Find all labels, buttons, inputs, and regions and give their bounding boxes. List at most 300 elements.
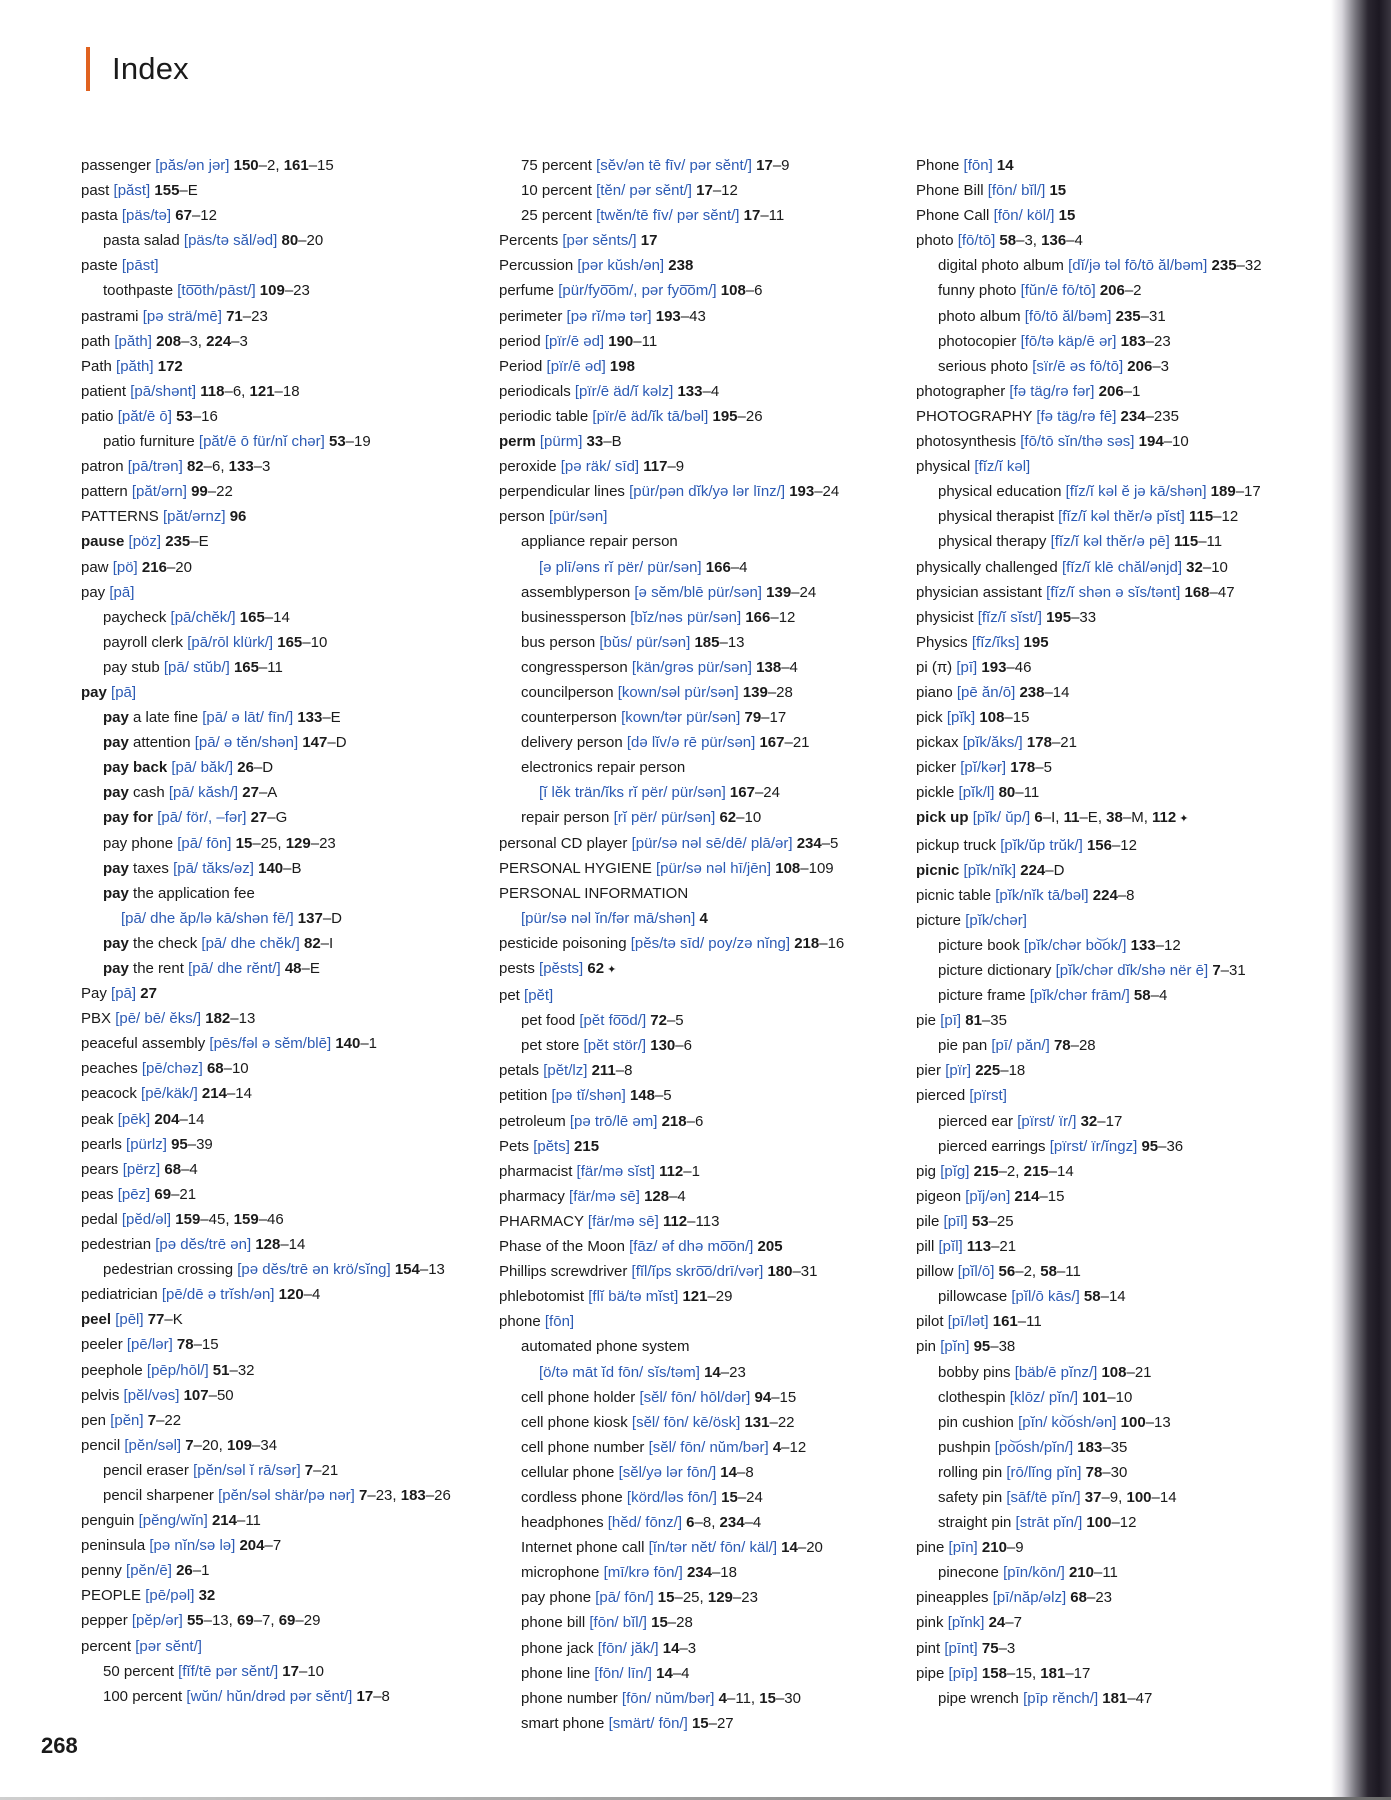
entry-page-refs: 108–6 bbox=[720, 282, 763, 300]
entry-page-refs: 198 bbox=[609, 357, 635, 375]
entry-page-refs: 218–6 bbox=[661, 1112, 704, 1130]
index-entry bbox=[916, 780, 1336, 805]
entry-term: smart phone bbox=[521, 1714, 605, 1732]
index-entry bbox=[499, 1109, 899, 1134]
entry-page-refs: 193–43 bbox=[655, 307, 706, 325]
entry-term: pint bbox=[916, 1639, 941, 1657]
entry-page-refs: 167–21 bbox=[759, 734, 810, 752]
index-entry bbox=[916, 1435, 1336, 1460]
entry-pronunciation: [përz] bbox=[122, 1160, 161, 1178]
entry-term: pesticide poisoning bbox=[499, 934, 627, 952]
entry-term: physical education bbox=[938, 483, 1062, 501]
entry-pronunciation: [pā/ băk/] bbox=[171, 759, 234, 777]
entry-term: electronics repair person bbox=[521, 759, 686, 777]
entry-pronunciation: [päs/tə] bbox=[121, 207, 172, 225]
entry-page-refs: 210–11 bbox=[1068, 1564, 1118, 1582]
entry-term: businessperson bbox=[521, 608, 627, 626]
entry-page-refs: 78–15 bbox=[176, 1336, 219, 1354]
entry-pronunciation: [pər sĕnt/] bbox=[135, 1637, 202, 1655]
entry-pronunciation: [pöz] bbox=[128, 533, 162, 551]
entry-page-refs: 181–47 bbox=[1102, 1689, 1153, 1707]
index-entry bbox=[81, 1383, 481, 1408]
entry-page-refs: 95–38 bbox=[973, 1338, 1016, 1356]
entry-pronunciation: [fär/mə sĭst] bbox=[576, 1162, 655, 1180]
entry-page-refs: 150–2, 161–15 bbox=[233, 157, 334, 174]
entry-page-refs: 14–4 bbox=[656, 1664, 690, 1682]
index-entry bbox=[916, 1109, 1336, 1134]
index-entry bbox=[81, 354, 481, 379]
entry-term: physicist bbox=[916, 608, 974, 626]
index-entry bbox=[916, 1033, 1336, 1058]
entry-pronunciation: [fĭz/ĭ kəl ĕ jə kā/shən] bbox=[1065, 483, 1207, 501]
index-entry bbox=[499, 755, 899, 780]
entry-term: penguin bbox=[81, 1512, 135, 1530]
entry-pronunciation: [pā/ ə lāt/ fīn/] bbox=[202, 709, 294, 727]
entry-pronunciation: [pā] bbox=[111, 985, 137, 1003]
index-entry bbox=[499, 730, 899, 755]
entry-term: PHARMACY bbox=[499, 1212, 584, 1230]
entry-pronunciation: [to͞oth/pāst/] bbox=[177, 282, 256, 300]
entry-page-refs: 100–13 bbox=[1120, 1413, 1171, 1431]
entry-term: pier bbox=[916, 1062, 942, 1080]
entry-page-refs: 214–11 bbox=[211, 1512, 261, 1530]
entry-term: councilperson bbox=[521, 683, 614, 701]
entry-page-refs: 182–13 bbox=[205, 1010, 256, 1028]
entry-term: PEOPLE bbox=[81, 1587, 142, 1605]
index-entry bbox=[916, 1184, 1336, 1209]
entry-page-refs: 206–2 bbox=[1099, 282, 1142, 300]
entry-term: pasta salad bbox=[103, 232, 180, 250]
entry-pronunciation: [pür/sə nəl ĭn/fər mā/shən] bbox=[521, 909, 696, 927]
entry-term: Path bbox=[81, 357, 112, 375]
index-entry bbox=[499, 856, 899, 881]
entry-term: pinecone bbox=[938, 1564, 999, 1582]
entry-page-refs: 224–D bbox=[1020, 861, 1065, 879]
entry-term: congressperson bbox=[521, 658, 628, 676]
index-entry bbox=[499, 1560, 899, 1585]
entry-pronunciation: [pə trō/lē əm] bbox=[569, 1112, 658, 1130]
index-entry bbox=[499, 1610, 899, 1635]
index-entry bbox=[81, 1433, 481, 1458]
index-entry bbox=[499, 304, 899, 329]
index-entry bbox=[916, 454, 1336, 479]
index-entry bbox=[81, 1056, 481, 1081]
index-entry bbox=[81, 1107, 481, 1132]
index-entry bbox=[81, 1157, 481, 1182]
entry-term: Period bbox=[499, 357, 543, 375]
entry-term: peacock bbox=[81, 1085, 137, 1103]
entry-page-refs: 211–8 bbox=[591, 1062, 633, 1080]
entry-page-refs: 178–21 bbox=[1026, 734, 1077, 752]
entry-page-refs: 77–K bbox=[147, 1311, 183, 1329]
entry-pronunciation: [pïr/ē əd] bbox=[546, 357, 606, 375]
index-entry bbox=[916, 1560, 1336, 1585]
entry-pronunciation: [pĕn/səl] bbox=[124, 1436, 182, 1454]
index-entry bbox=[499, 580, 899, 605]
entry-page-refs: 139–28 bbox=[742, 683, 793, 701]
index-entry bbox=[81, 454, 481, 479]
entry-term: pause bbox=[81, 533, 125, 551]
entry-pronunciation: [pāst] bbox=[121, 257, 159, 275]
entry-term: paycheck bbox=[103, 608, 167, 626]
entry-pronunciation: [pēl] bbox=[115, 1311, 144, 1329]
entry-pronunciation: [fōn] bbox=[544, 1313, 575, 1331]
entry-page-refs: 26–1 bbox=[176, 1562, 210, 1580]
entry-page-refs: 194–10 bbox=[1138, 433, 1189, 451]
index-entry bbox=[499, 504, 899, 529]
entry-pronunciation: [hĕd/ fōnz/] bbox=[607, 1514, 682, 1532]
entry-pronunciation: [sĕl/ fōn/ kē/ösk] bbox=[631, 1413, 741, 1431]
entry-pronunciation: [kown/tər pür/sən] bbox=[621, 709, 741, 727]
entry-term: pie bbox=[916, 1012, 937, 1030]
index-entry bbox=[81, 1332, 481, 1357]
entry-page-refs: 15–28 bbox=[651, 1614, 693, 1632]
entry-page-refs: 131–22 bbox=[744, 1413, 795, 1431]
entry-term: pickle bbox=[916, 784, 955, 802]
index-entry bbox=[916, 1686, 1336, 1711]
index-entry bbox=[499, 1385, 899, 1410]
entry-pronunciation: [păst] bbox=[113, 182, 151, 200]
entry-pronunciation: [pïrst/ ïr/] bbox=[1017, 1112, 1077, 1130]
entry-term: petals bbox=[499, 1062, 540, 1080]
entry-term: funny photo bbox=[938, 282, 1017, 300]
entry-pronunciation: [pĭg] bbox=[940, 1162, 970, 1180]
entry-page-refs: 78–30 bbox=[1085, 1463, 1128, 1481]
entry-term: pedestrian bbox=[81, 1236, 152, 1254]
entry-pronunciation: [pĭk/chər frām/] bbox=[1029, 987, 1130, 1005]
index-column-middle bbox=[499, 153, 899, 1736]
entry-page-refs: 117–9 bbox=[643, 458, 685, 476]
entry-term: pet food bbox=[521, 1012, 576, 1030]
entry-term: pelvis bbox=[81, 1386, 120, 1404]
index-entry bbox=[81, 1006, 481, 1031]
entry-term: photo album bbox=[938, 307, 1021, 325]
entry-pronunciation: [pē/ bē/ ĕks/] bbox=[115, 1010, 202, 1028]
entry-page-refs: 165–11 bbox=[233, 658, 283, 676]
entry-page-refs: 17–8 bbox=[356, 1687, 390, 1705]
entry-term: pill bbox=[916, 1238, 935, 1256]
entry-term: patio bbox=[81, 407, 114, 425]
index-entry bbox=[499, 956, 899, 983]
entry-term: a late fine bbox=[128, 709, 199, 727]
entry-pronunciation: [fə täg/rə fē] bbox=[1036, 407, 1117, 425]
entry-term: safety pin bbox=[938, 1488, 1003, 1506]
entry-page-refs: 100–12 bbox=[1086, 1514, 1137, 1532]
index-entry bbox=[916, 655, 1336, 680]
index-entry bbox=[499, 655, 899, 680]
index-entry bbox=[916, 1234, 1336, 1259]
entry-pronunciation: [pə dĕs/trē ən] bbox=[155, 1236, 252, 1254]
entry-pronunciation: [pā/ dhe chĕk/] bbox=[201, 934, 300, 952]
entry-page-refs: 58–3, 136–4 bbox=[999, 232, 1083, 250]
entry-term: pears bbox=[81, 1160, 119, 1178]
entry-pronunciation: [pā/chĕk/] bbox=[170, 608, 236, 626]
entry-term: phlebotomist bbox=[499, 1288, 585, 1306]
index-entry bbox=[81, 278, 481, 303]
index-entry bbox=[81, 504, 481, 529]
entry-page-refs: 206–3 bbox=[1127, 357, 1169, 375]
index-entry bbox=[916, 1510, 1336, 1535]
entry-term: perimeter bbox=[499, 307, 563, 325]
entry-page-refs: 94–15 bbox=[754, 1388, 797, 1406]
entry-term: microphone bbox=[521, 1564, 600, 1582]
entry-term: straight pin bbox=[938, 1514, 1012, 1532]
entry-page-refs: 17–10 bbox=[282, 1662, 325, 1680]
entry-page-refs: 62–10 bbox=[719, 809, 762, 827]
entry-page-refs: 185–13 bbox=[694, 633, 745, 651]
entry-term: pen bbox=[81, 1411, 107, 1429]
entry-term: 50 percent bbox=[103, 1662, 174, 1680]
entry-pronunciation: [po͝osh/pĭn/] bbox=[994, 1438, 1074, 1456]
index-entry bbox=[916, 883, 1336, 908]
entry-term: pepper bbox=[81, 1612, 128, 1630]
index-entry bbox=[499, 1535, 899, 1560]
entry-pronunciation: [pēz] bbox=[117, 1185, 151, 1203]
index-entry bbox=[81, 981, 481, 1006]
entry-pronunciation: [pĭk/chər dĭk/shə nër ē] bbox=[1055, 962, 1209, 979]
index-entry bbox=[916, 1460, 1336, 1485]
entry-pronunciation: [pə nĭn/sə lə] bbox=[149, 1537, 236, 1555]
index-entry bbox=[916, 253, 1336, 278]
entry-pronunciation: [pər kŭsh/ən] bbox=[577, 257, 665, 275]
entry-page-refs: 6–8, 234–4 bbox=[686, 1514, 762, 1532]
entry-term: repair person bbox=[521, 809, 610, 827]
entry-term: pencil bbox=[81, 1436, 121, 1454]
entry-page-refs: 95–39 bbox=[171, 1135, 213, 1153]
entry-pronunciation: [ö/tə māt ĭd fōn/ sĭs/təm] bbox=[539, 1363, 700, 1381]
entry-pronunciation: [fĭz/ĭ klē chăl/ənjd] bbox=[1061, 558, 1182, 576]
index-entry bbox=[499, 1284, 899, 1309]
index-entry bbox=[499, 805, 899, 830]
index-entry bbox=[81, 856, 481, 881]
entry-page-refs: 208–3, 224–3 bbox=[156, 332, 248, 350]
index-entry bbox=[916, 504, 1336, 529]
entry-page-refs: 215 bbox=[574, 1137, 600, 1155]
entry-term: penny bbox=[81, 1562, 122, 1580]
entry-term: peaches bbox=[81, 1060, 138, 1078]
entry-term-bold: pay bbox=[103, 859, 129, 877]
entry-page-refs: 32–17 bbox=[1080, 1112, 1123, 1130]
entry-term: picture book bbox=[938, 936, 1020, 954]
entry-pronunciation: [pī] bbox=[940, 1012, 962, 1030]
entry-term: 10 percent bbox=[521, 182, 592, 200]
entry-term: period bbox=[499, 332, 541, 350]
entry-pronunciation: [păs/ən jər] bbox=[155, 157, 230, 174]
index-entry bbox=[499, 1184, 899, 1209]
entry-pronunciation: [pĭk] bbox=[946, 709, 976, 727]
entry-pronunciation: [sĕl/ fōn/ hōl/dər] bbox=[639, 1388, 751, 1406]
entry-pronunciation: [pĭn/ ko͝osh/ən] bbox=[1018, 1413, 1117, 1431]
entry-pronunciation: [flĭ bä/tə mĭst] bbox=[588, 1288, 679, 1306]
index-entry bbox=[499, 203, 899, 228]
entry-pronunciation: [pĭk/nĭk] bbox=[963, 861, 1017, 879]
entry-term: physician assistant bbox=[916, 583, 1042, 601]
index-entry bbox=[81, 178, 481, 203]
entry-page-refs: 183–35 bbox=[1077, 1438, 1128, 1456]
entry-pronunciation: [pür/sə nəl hī/jēn] bbox=[656, 859, 772, 877]
entry-term: physically challenged bbox=[916, 558, 1058, 576]
index-entry bbox=[499, 404, 899, 429]
entry-page-refs: 235–32 bbox=[1211, 257, 1262, 275]
entry-pronunciation: [ə sĕm/blē pür/sən] bbox=[634, 583, 762, 601]
entry-term-bold: pay bbox=[103, 960, 129, 977]
index-entry bbox=[499, 605, 899, 630]
entry-term: piano bbox=[916, 683, 953, 701]
entry-term: peroxide bbox=[499, 458, 557, 476]
entry-term: pay phone bbox=[103, 834, 174, 852]
entry-term: headphones bbox=[521, 1514, 604, 1532]
entry-page-refs: 56–2, 58–11 bbox=[998, 1263, 1081, 1281]
entry-pronunciation: [pēp/hōl/] bbox=[146, 1361, 209, 1379]
entry-term: Phone Call bbox=[916, 207, 990, 225]
index-entry bbox=[916, 304, 1336, 329]
index-column-left bbox=[81, 153, 481, 1709]
entry-pronunciation: [wŭn/ hŭn/drəd pər sĕnt/] bbox=[186, 1687, 353, 1705]
entry-pronunciation: [pĭl/ō] bbox=[957, 1263, 995, 1281]
index-entry bbox=[81, 1232, 481, 1257]
entry-pronunciation: [pā/shənt] bbox=[130, 382, 197, 400]
index-entry bbox=[916, 1360, 1336, 1385]
entry-pronunciation: [pĭk/nĭk tā/bəl] bbox=[995, 886, 1089, 904]
entry-pronunciation: [pā/ stŭb/] bbox=[163, 658, 230, 676]
index-entry bbox=[499, 1585, 899, 1610]
entry-pronunciation: [fĭz/ĭ kəl thĕr/ə pĭst] bbox=[1058, 508, 1185, 526]
entry-page-refs: 14–3 bbox=[662, 1639, 697, 1657]
index-entry bbox=[81, 555, 481, 580]
entry-pronunciation: [fōn/ līn/] bbox=[594, 1664, 652, 1682]
index-entry bbox=[916, 605, 1336, 630]
entry-term: pattern bbox=[81, 483, 128, 501]
entry-pronunciation: [bäb/ē pĭnz/] bbox=[1014, 1363, 1098, 1381]
entry-term: pierced bbox=[916, 1087, 966, 1105]
entry-pronunciation: [də lĭv/ə rē pür/sən] bbox=[626, 734, 756, 752]
index-entry bbox=[499, 705, 899, 730]
index-entry bbox=[499, 1159, 899, 1184]
index-entry bbox=[499, 555, 899, 580]
entry-term: perfume bbox=[499, 282, 555, 300]
entry-pronunciation: [körd/ləs fōn/] bbox=[626, 1488, 717, 1506]
index-entry bbox=[499, 1259, 899, 1284]
entry-pronunciation: [pö] bbox=[112, 558, 138, 576]
entry-page-refs: 195 bbox=[1023, 633, 1049, 651]
entry-pronunciation: [fōn] bbox=[963, 157, 993, 174]
index-entry bbox=[916, 153, 1336, 178]
entry-page-refs: 133–E bbox=[297, 709, 341, 727]
entry-term: personal CD player bbox=[499, 834, 628, 852]
entry-term-bold: pay for bbox=[103, 809, 154, 827]
entry-term: appliance repair person bbox=[521, 533, 678, 551]
entry-term: bus person bbox=[521, 633, 596, 651]
index-entry bbox=[916, 1159, 1336, 1184]
index-entry bbox=[916, 1284, 1336, 1309]
entry-pronunciation: [strāt pĭn/] bbox=[1015, 1514, 1083, 1532]
index-entry bbox=[81, 1583, 481, 1608]
index-entry bbox=[916, 354, 1336, 379]
entry-pronunciation: [kän/grəs pür/sən] bbox=[631, 658, 752, 676]
entry-pronunciation: [pürm] bbox=[539, 433, 583, 451]
entry-term: pineapples bbox=[916, 1589, 989, 1607]
index-entry bbox=[499, 1410, 899, 1435]
index-entry bbox=[499, 630, 899, 655]
entry-page-refs: 218–16 bbox=[794, 934, 845, 952]
entry-term: pillow bbox=[916, 1263, 954, 1281]
entry-term: pedestrian crossing bbox=[103, 1261, 234, 1279]
entry-page-refs: 27–A bbox=[242, 784, 278, 802]
entry-term: pet store bbox=[521, 1037, 580, 1055]
entry-page-refs: 183–23 bbox=[1120, 332, 1171, 350]
entry-pronunciation: [sĕl/ fōn/ nŭm/bər] bbox=[648, 1438, 769, 1456]
entry-page-refs: 4 bbox=[699, 909, 708, 927]
entry-page-refs: 101–10 bbox=[1082, 1388, 1133, 1406]
index-entry bbox=[499, 479, 899, 504]
entry-term: rolling pin bbox=[938, 1463, 1003, 1481]
index-entry bbox=[81, 153, 481, 178]
entry-term: physical bbox=[916, 458, 971, 476]
index-entry bbox=[81, 228, 481, 253]
entry-page-refs: 154–13 bbox=[394, 1261, 445, 1279]
entry-pronunciation: [fär/mə sē] bbox=[587, 1212, 659, 1230]
entry-pronunciation: [fə täg/rə fər] bbox=[1009, 382, 1095, 400]
entry-pronunciation: [fō/tō ăl/bəm] bbox=[1024, 307, 1112, 325]
entry-page-refs: 139–24 bbox=[766, 583, 817, 601]
entry-term: Internet phone call bbox=[521, 1539, 645, 1557]
index-entry bbox=[916, 479, 1336, 504]
entry-term: cell phone holder bbox=[521, 1388, 636, 1406]
entry-pronunciation: [pĕt fo͞od/] bbox=[579, 1012, 647, 1030]
entry-page-refs: 17–12 bbox=[696, 182, 738, 200]
entry-term-bold: pay bbox=[103, 934, 129, 952]
index-entry bbox=[499, 278, 899, 303]
index-entry bbox=[499, 780, 899, 805]
related-info-icon: ✦ bbox=[1176, 813, 1189, 826]
entry-page-refs: 53–19 bbox=[328, 433, 371, 451]
entry-pronunciation: [pā] bbox=[109, 583, 135, 601]
entry-term: peninsula bbox=[81, 1537, 146, 1555]
entry-pronunciation: [pĭk/ăks/] bbox=[962, 734, 1023, 752]
entry-page-refs: 120–4 bbox=[278, 1286, 321, 1304]
entry-term: cordless phone bbox=[521, 1488, 623, 1506]
entry-term: pet bbox=[499, 987, 520, 1005]
index-entry bbox=[81, 1031, 481, 1056]
entry-page-refs: 55–13, 69–7, 69–29 bbox=[186, 1612, 321, 1630]
entry-term: pharmacy bbox=[499, 1187, 565, 1205]
index-entry bbox=[499, 1058, 899, 1083]
entry-term: patient bbox=[81, 382, 127, 400]
entry-term: clothespin bbox=[938, 1388, 1006, 1406]
entry-page-refs: 112–113 bbox=[662, 1212, 720, 1230]
entry-pronunciation: [păth] bbox=[114, 332, 152, 350]
entry-term: picture frame bbox=[938, 987, 1026, 1005]
index-entry bbox=[499, 454, 899, 479]
entry-page-refs: 4–11, 15–30 bbox=[718, 1689, 801, 1707]
index-entry bbox=[81, 1684, 481, 1709]
entry-pronunciation: [fär/mə sē] bbox=[569, 1187, 640, 1205]
entry-term: paw bbox=[81, 558, 109, 576]
entry-page-refs: 6–I, 11–E, 38–M, 112 bbox=[1034, 809, 1177, 827]
entry-pronunciation: [pā/ fōn] bbox=[177, 834, 232, 852]
entry-term: pastrami bbox=[81, 307, 139, 325]
index-entry bbox=[916, 933, 1336, 958]
entry-page-refs: 195–33 bbox=[1046, 608, 1097, 626]
entry-pronunciation: [pĕt] bbox=[524, 987, 554, 1005]
page-number: 268 bbox=[41, 1733, 78, 1758]
entry-page-refs: 80–11 bbox=[998, 784, 1040, 802]
entry-term: pile bbox=[916, 1212, 940, 1230]
entry-term: toothpaste bbox=[103, 282, 174, 300]
index-entry bbox=[499, 1309, 899, 1334]
entry-term: PERSONAL INFORMATION bbox=[499, 884, 689, 902]
index-entry bbox=[916, 278, 1336, 303]
